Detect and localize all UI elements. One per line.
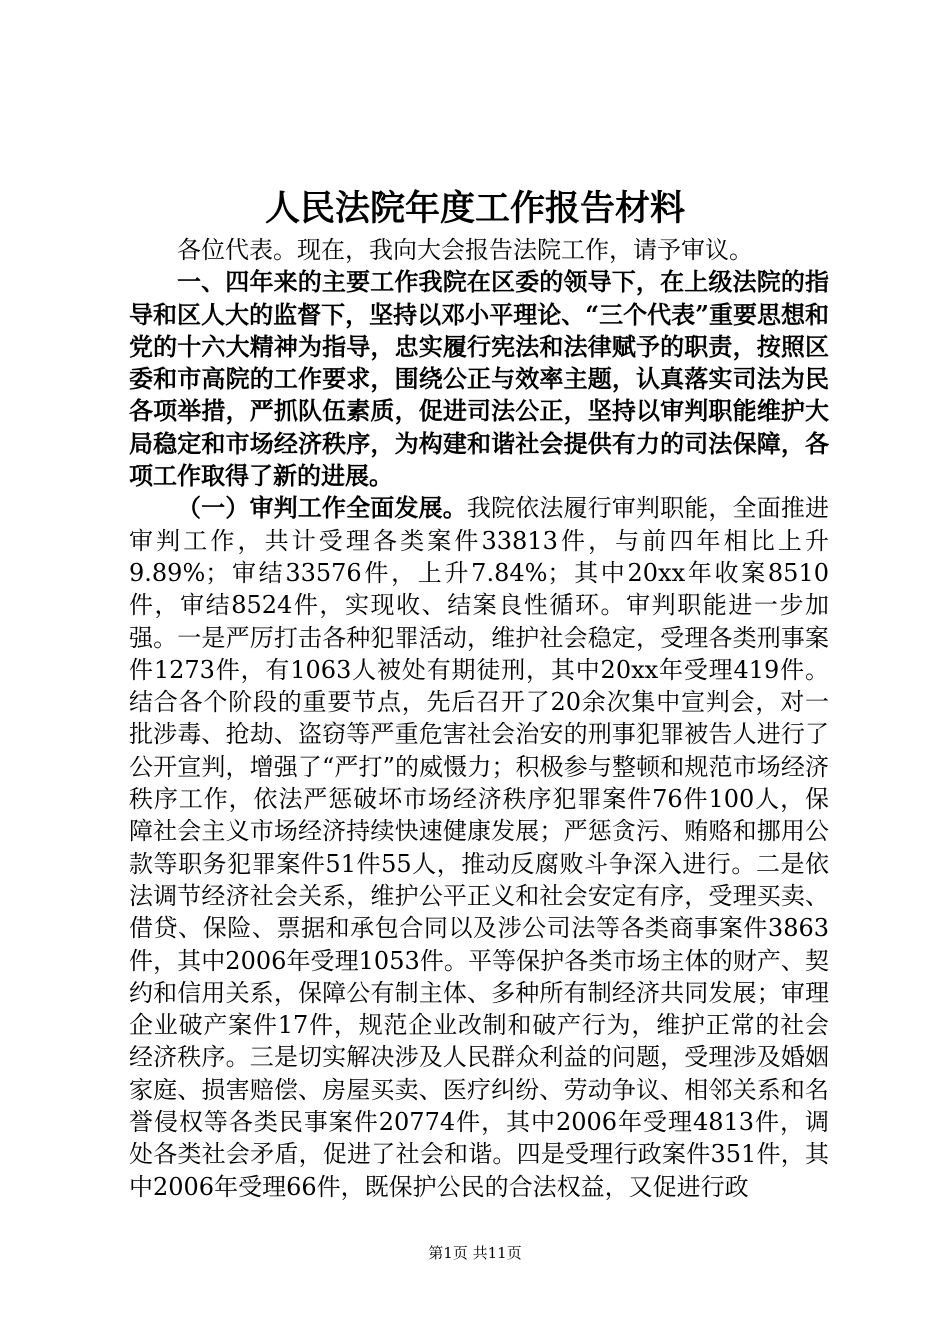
subsection-1-body: 我院依法履行审判职能，全面推进审判工作，共计受理各类案件33813件，与前四年相比上升9.89%；审结33576件，上升7.84%；其中20xx年收案8510件，审结8524件，实现收、结案良性循环。审判职能进一步加强。一是严厉打击各种犯罪活动，维护社会稳定，受理各类刑事案件1273件，有1063人被处有期徒刑，其中20xx年受理419件。结合各个阶段的重要节点，先后召开了20余次集中宣判会，对一批涉毒、抢劫、盗窃等严重危害社会治安的刑事犯罪被告人进行了公开宣判，增强了“严打”的威慑力；积极参与整顿和规范市场经济秩序工作，依法严惩破坏市场经济秩序犯罪案件76件100人，保障社会主义市场经济持续快速健康发展；严惩贪污、贿赂和挪用公款等职务犯罪案件51件55人，推动反腐败斗争深入进行。二是依法调节经济社会关系，维护公平正义和社会安定有序，受理买卖、借贷、保险、票据和承包合同以及涉公司法等各类商事案件3863件，其中2006年受理1053件。平等保护各类市场主体的财产、契约和信用关系，保障公有制主体、多种所有制经济共同发展；审理企业破产案件17件，规范企业改制和破产行为，维护正常的社会经济秩序。三是切实解决涉及人民群众利益的问题，受理涉及婚姻家庭、损害赔偿、房屋买卖、医疗纠纷、劳动争议、相邻关系和名誉侵权等各类民事案件20774件，其中2006年受理4813件，调处各类社会矛盾，促进了社会和谐。四是受理行政案件351件，其中2006年受理66件，既保护公民的合法权益，又促进行政	[129, 494, 830, 1201]
subsection-1-paragraph	[129, 492, 829, 1203]
section-1-paragraph: 一、四年来的主要工作我院在区委的领导下，在上级法院的指导和区人大的监督下，坚持以邓小平理论、“三个代表”重要思想和党的十六大精神为指导，忠实履行宪法和法律赋予的职责，按照区委和市高院的工作要求，围绕公正与效率主题，认真落实司法为民各项举措，严抓队伍素质，促进司法公正，坚持以审判职能维护大局稳定和市场经济秩序，为构建和谐社会提供有力的司法保障，各项工作取得了新的进展。	[129, 267, 829, 491]
page-footer: 第1页 共11页	[428, 1244, 522, 1262]
document-title: 人民法院年度工作报告材料	[264, 188, 685, 229]
subsection-1-heading: （一）审判工作全面发展。	[177, 493, 467, 523]
greeting-paragraph: 各位代表。现在，我向大会报告法院工作，请予审议。	[177, 236, 753, 264]
document-body	[129, 234, 829, 1203]
